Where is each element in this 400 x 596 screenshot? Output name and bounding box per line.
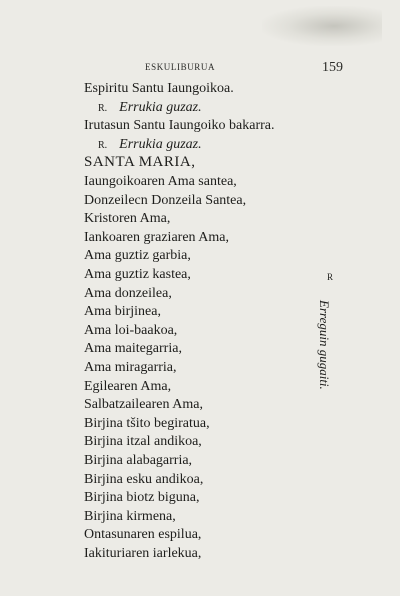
litany-line: Espiritu Santu Iaungoikoa.	[84, 81, 234, 96]
response-line	[98, 99, 202, 117]
response-text: Errukia guzaz.	[119, 136, 202, 152]
side-response-text: Erreguin gugaiti.	[317, 300, 332, 390]
litany-line: Ama birjinea,	[84, 304, 161, 320]
running-head: ESKULIBURUA	[145, 62, 216, 72]
section-heading: SANTA MARIA,	[84, 154, 196, 171]
litany-line: Birjina kirmena,	[84, 508, 176, 524]
litany-line: Iaungoikoaren Ama santea,	[84, 174, 237, 189]
litany-line: Donzeilecn Donzeila Santea,	[84, 192, 247, 208]
litany-line: Egilearen Ama,	[84, 378, 172, 394]
litany-line: Birjina alabagarria,	[84, 453, 193, 468]
page-number: 159	[322, 60, 343, 75]
litany-line: Ama guztiz garbia,	[84, 248, 191, 264]
litany-line: Ontasunaren espilua,	[84, 527, 202, 543]
side-response-marker: R	[327, 272, 334, 282]
litany-line: Irutasun Santu Iaungoiko bakarra.	[84, 118, 275, 134]
litany-line: Kristoren Ama,	[84, 211, 171, 227]
litany-line: Iankoaren graziaren Ama,	[84, 229, 229, 245]
litany-line: Ama guztiz kastea,	[84, 267, 191, 282]
response-line	[98, 136, 202, 154]
response-marker: R.	[98, 102, 108, 114]
litany-line: Birjina itzal andikoa,	[84, 434, 202, 450]
litany-line: Ama maitegarria,	[84, 341, 182, 357]
litany-line: Birjina biotz biguna,	[84, 490, 200, 506]
litany-line: Salbatzailearen Ama,	[84, 397, 203, 413]
response-text: Errukia guzaz.	[119, 99, 202, 115]
litany-line: Iakituriaren iarlekua,	[84, 546, 202, 561]
litany-line: Ama miragarria,	[84, 360, 177, 375]
response-marker: R.	[98, 139, 108, 151]
litany-line: Birjina esku andikoa,	[84, 471, 204, 487]
litany-line: Ama loi-baakoa,	[84, 322, 178, 338]
litany-line: Ama donzeilea,	[84, 285, 172, 301]
litany-line: Birjina tšito begiratua,	[84, 415, 210, 431]
page-stain	[262, 6, 382, 46]
